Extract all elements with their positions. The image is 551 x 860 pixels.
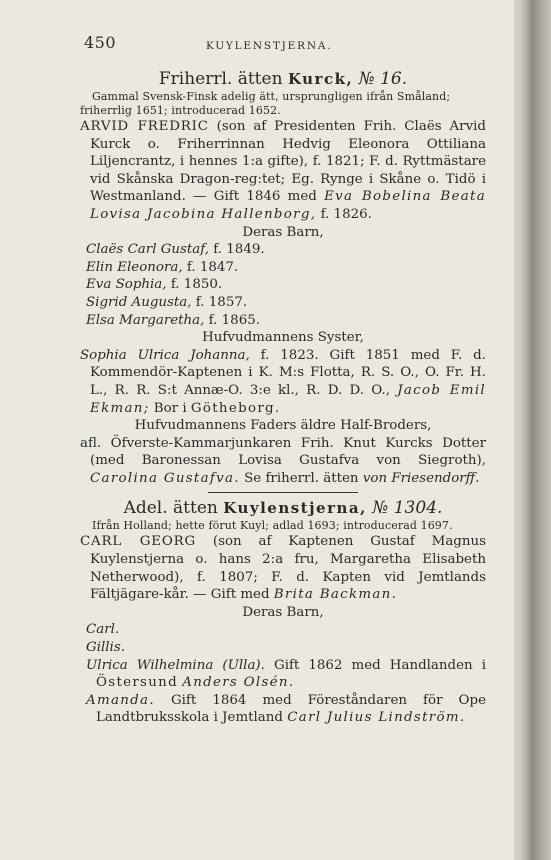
running-head: KUYLENSTJERNA. [206,40,333,52]
entry-text: (son af Kaptenen Gustaf Magnus Kuylenstjerna o. hans 2:a fru, Margaretha Elisabeth Netherwood), f. 1807; F. d. Kapten vid Jemtlands Fältjägare-kår. — Gift med [90,534,486,603]
child-year: f. 1857. [195,294,248,310]
child-row [80,259,486,277]
wife-name: Eva Bobelina Beata Lovisa Jacobina Hallenborg, [90,189,486,222]
child-name: Claës Carl Gustaf, [86,242,210,258]
aunt-heading: Hufvudmannens Faders äldre Half-Broders, [134,418,432,434]
aunt-entry [80,435,486,488]
child-husband: Anders Olsén. [182,675,295,691]
child-row [80,621,486,639]
child-year: f. 1850. [170,277,223,293]
child-text: Gift 1862 med Handlanden i [274,657,486,673]
book-spine [514,0,551,860]
family-number: № 16. [358,69,408,89]
wife-born: f. 1826. [320,206,372,222]
child-row [80,241,486,259]
sister-text: f. 1823. Gift 1851 med F. d. Kommendör-Kaptenen i K. M:s Flotta, R. S. O., O. Fr. H. L., R. R. S:t Annæ-O. 3:e kl., R. D. D. O., [90,347,486,398]
children-heading: Deras Barn, [242,604,324,620]
entry-name: CARL GEORG [80,534,196,550]
sister-heading: Hufvudmannens Syster, [202,330,364,346]
aunt-see: Se friherrl. ätten [244,470,359,486]
child-name: Sigrid Augusta, [86,294,192,310]
family-number: № 1304. [372,498,443,519]
child-place: Östersund [96,675,178,691]
sister-bor: Bor i [153,400,187,416]
child-year: f. 1849. [213,242,265,258]
entry-name: ARVID FREDRIC [80,119,209,134]
page-number: 450 [84,33,117,52]
child-name: Eva Sophia, [86,277,167,293]
page-content [80,34,486,727]
child-entry [80,657,486,692]
child-text: Gift 1864 med Föreståndaren för Ope Landtbruksskola i Jemtland [96,692,487,726]
child-name: Amanda. [86,692,155,708]
family-name: Kurck, [287,70,354,88]
aunt-text: afl. Öfverste-Kammarjunkaren Frih. Knut Kurcks Dotter (med Baronessan Lovisa Gustafva von Siegroth), [80,435,486,469]
family-note: Gammal Svensk-Finsk adelig ätt, ursprungligen ifrån Småland; friherrlig 1651; introducerad 1652. [80,90,451,117]
family-title-prefix: Adel. ätten [123,498,218,519]
child-name: Ulrica Wilhelmina (Ulla). [86,657,265,673]
page-header [80,34,486,56]
children-heading: Deras Barn, [242,224,324,240]
children-list [80,241,486,329]
child-name: Elin Eleonora, [86,259,183,275]
entry-carl-georg [80,533,486,603]
family-title-kurck [80,68,486,90]
child-row [80,276,486,294]
sister-name: Sophia Ulrica Johanna, [80,347,250,363]
child-entry [80,692,486,727]
family-note: Ifrån Holland; hette förut Kuyl; adlad 1693; introducerad 1697. [92,519,453,533]
child-name: Elsa Margaretha, [86,312,205,328]
child-row [80,312,486,330]
entry-arvid-fredric [80,118,486,224]
sister-entry [80,347,486,417]
child-name: Carl. [86,622,120,638]
sister-husband: Jacob Emil Ekman; [90,382,486,416]
child-row [80,639,486,657]
family-title-kuylenstjerna [80,497,486,519]
family-title-prefix: Friherrl. ätten [158,69,283,89]
aunt-name: Carolina Gustafva. [90,470,240,486]
family-name: Kuylenstjerna, [223,499,367,518]
entry-text: (son af Presidenten Frih. Claës Arvid Kurck o. Friherrinnan Hedvig Eleonora Ottiliana Liljencrantz, i hennes 1:a gifte), f. 1821; F. d. Ryttmästare vid Skånska Dragon-reg:tet; Eg. Rynge i Skåne o. Tidö i Westmanland. — Gift 1846 med [90,119,486,205]
aunt-reference: von Friesendorff. [362,470,480,486]
sister-place: Götheborg. [190,400,281,416]
child-year: f. 1865. [208,312,260,328]
child-row [80,294,486,312]
child-husband: Carl Julius Lindström. [287,710,466,726]
section-divider [208,492,358,493]
child-name: Gillis. [86,640,125,656]
wife-name: Brita Backman. [273,587,398,603]
child-year: f. 1847. [186,259,239,275]
